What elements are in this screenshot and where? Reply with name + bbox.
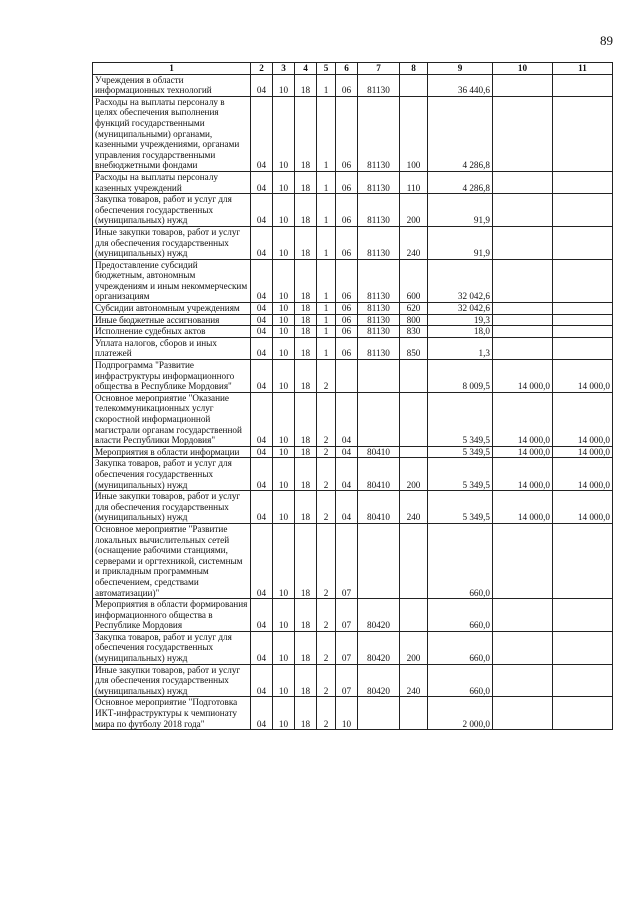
cell-name: Уплата налогов, сборов и иных платежей xyxy=(93,337,251,359)
cell-col-10 xyxy=(493,697,553,730)
table-row xyxy=(93,631,613,664)
cell-col-8: 600 xyxy=(400,259,428,302)
cell-col-5: 2 xyxy=(317,599,336,632)
cell-col-6: 06 xyxy=(336,194,358,227)
cell-col-2: 04 xyxy=(251,259,273,302)
cell-col-11: 14 000,0 xyxy=(553,458,613,491)
cell-col-3: 10 xyxy=(273,599,295,632)
cell-col-7: 81130 xyxy=(358,303,400,315)
cell-col-5: 2 xyxy=(317,491,336,524)
cell-col-4: 18 xyxy=(295,226,317,259)
cell-col-9: 32 042,6 xyxy=(428,303,493,315)
cell-col-6: 07 xyxy=(336,664,358,697)
cell-col-6: 10 xyxy=(336,697,358,730)
cell-col-8: 200 xyxy=(400,631,428,664)
cell-col-9: 91,9 xyxy=(428,226,493,259)
header-row xyxy=(93,63,613,75)
cell-col-2: 04 xyxy=(251,697,273,730)
cell-col-5: 2 xyxy=(317,697,336,730)
cell-col-7: 80420 xyxy=(358,664,400,697)
cell-col-8: 830 xyxy=(400,326,428,338)
cell-col-4: 18 xyxy=(295,337,317,359)
cell-col-3: 10 xyxy=(273,631,295,664)
cell-col-4: 18 xyxy=(295,631,317,664)
cell-col-4: 18 xyxy=(295,259,317,302)
cell-col-5: 1 xyxy=(317,74,336,96)
cell-name: Иные бюджетные ассигнования xyxy=(93,314,251,326)
cell-col-3: 10 xyxy=(273,337,295,359)
cell-name: Закупка товаров, работ и услуг для обеспечения государственных (муниципальных) нужд xyxy=(93,458,251,491)
cell-name: Закупка товаров, работ и услуг для обеспечения государственных (муниципальных) нужд xyxy=(93,194,251,227)
cell-col-6: 06 xyxy=(336,74,358,96)
cell-col-3: 10 xyxy=(273,314,295,326)
table-row xyxy=(93,226,613,259)
cell-col-11 xyxy=(553,314,613,326)
cell-col-6: 06 xyxy=(336,337,358,359)
cell-col-11 xyxy=(553,194,613,227)
table-row xyxy=(93,303,613,315)
cell-col-6: 07 xyxy=(336,523,358,598)
cell-col-2: 04 xyxy=(251,194,273,227)
cell-col-9: 660,0 xyxy=(428,631,493,664)
cell-col-5: 2 xyxy=(317,360,336,393)
cell-col-9: 660,0 xyxy=(428,523,493,598)
cell-col-4: 18 xyxy=(295,458,317,491)
cell-col-2: 04 xyxy=(251,446,273,458)
cell-col-4: 18 xyxy=(295,664,317,697)
cell-col-5: 2 xyxy=(317,664,336,697)
cell-col-3: 10 xyxy=(273,523,295,598)
cell-col-9: 5 349,5 xyxy=(428,446,493,458)
cell-col-7 xyxy=(358,523,400,598)
cell-col-11 xyxy=(553,171,613,193)
cell-col-5: 2 xyxy=(317,392,336,446)
table-row xyxy=(93,314,613,326)
cell-col-11 xyxy=(553,74,613,96)
cell-col-8: 240 xyxy=(400,664,428,697)
cell-col-3: 10 xyxy=(273,259,295,302)
cell-col-4: 18 xyxy=(295,171,317,193)
cell-col-4: 18 xyxy=(295,523,317,598)
cell-col-11: 14 000,0 xyxy=(553,491,613,524)
cell-col-4: 18 xyxy=(295,491,317,524)
table-row xyxy=(93,194,613,227)
cell-col-2: 04 xyxy=(251,360,273,393)
cell-col-3: 10 xyxy=(273,74,295,96)
cell-col-2: 04 xyxy=(251,664,273,697)
cell-name: Мероприятия в области формирования информационного общества в Республике Мордовия xyxy=(93,599,251,632)
table-body xyxy=(93,74,613,730)
cell-col-4: 18 xyxy=(295,194,317,227)
cell-col-10 xyxy=(493,74,553,96)
cell-col-8: 110 xyxy=(400,171,428,193)
cell-col-5: 1 xyxy=(317,259,336,302)
cell-col-10 xyxy=(493,314,553,326)
cell-col-11 xyxy=(553,326,613,338)
cell-col-2: 04 xyxy=(251,599,273,632)
column-header: 2 xyxy=(251,63,273,75)
cell-col-8 xyxy=(400,360,428,393)
cell-col-3: 10 xyxy=(273,171,295,193)
cell-col-9: 660,0 xyxy=(428,599,493,632)
cell-col-4: 18 xyxy=(295,392,317,446)
cell-col-7: 80410 xyxy=(358,446,400,458)
cell-col-8: 200 xyxy=(400,458,428,491)
cell-col-11 xyxy=(553,697,613,730)
cell-col-5: 2 xyxy=(317,458,336,491)
cell-col-4: 18 xyxy=(295,303,317,315)
cell-col-4: 18 xyxy=(295,74,317,96)
table-row xyxy=(93,697,613,730)
column-header: 9 xyxy=(428,63,493,75)
cell-col-9: 5 349,5 xyxy=(428,458,493,491)
cell-col-5: 1 xyxy=(317,96,336,171)
cell-col-7: 81130 xyxy=(358,314,400,326)
table-row xyxy=(93,259,613,302)
cell-col-4: 18 xyxy=(295,446,317,458)
table-row xyxy=(93,74,613,96)
cell-col-8 xyxy=(400,599,428,632)
cell-name: Иные закупки товаров, работ и услуг для обеспечения государственных (муниципальных) нужд xyxy=(93,664,251,697)
cell-col-2: 04 xyxy=(251,631,273,664)
cell-name: Основное мероприятие "Оказание телекоммуникационных услуг скоростной информационной магистрали органам государственной власти Республики Мордовия" xyxy=(93,392,251,446)
cell-col-4: 18 xyxy=(295,96,317,171)
cell-name: Иные закупки товаров, работ и услуг для обеспечения государственных (муниципальных) нужд xyxy=(93,491,251,524)
cell-name: Учреждения в области информационных технологий xyxy=(93,74,251,96)
cell-col-9: 4 286,8 xyxy=(428,96,493,171)
cell-col-5: 1 xyxy=(317,194,336,227)
cell-col-6: 07 xyxy=(336,599,358,632)
cell-col-8 xyxy=(400,74,428,96)
cell-col-3: 10 xyxy=(273,194,295,227)
cell-col-7: 81130 xyxy=(358,326,400,338)
cell-col-11 xyxy=(553,259,613,302)
cell-col-4: 18 xyxy=(295,326,317,338)
cell-col-9: 5 349,5 xyxy=(428,392,493,446)
column-header: 5 xyxy=(317,63,336,75)
cell-col-3: 10 xyxy=(273,303,295,315)
column-header: 7 xyxy=(358,63,400,75)
cell-col-6: 07 xyxy=(336,631,358,664)
cell-col-7: 80410 xyxy=(358,491,400,524)
cell-col-6 xyxy=(336,360,358,393)
cell-col-10 xyxy=(493,226,553,259)
cell-col-7: 80420 xyxy=(358,599,400,632)
cell-col-3: 10 xyxy=(273,226,295,259)
cell-col-9: 2 000,0 xyxy=(428,697,493,730)
cell-name: Предоставление субсидий бюджетным, автономным учреждениям и иным некоммерческим организациям xyxy=(93,259,251,302)
cell-col-8 xyxy=(400,446,428,458)
cell-col-2: 04 xyxy=(251,326,273,338)
cell-name: Исполнение судебных актов xyxy=(93,326,251,338)
table-row xyxy=(93,458,613,491)
cell-col-2: 04 xyxy=(251,337,273,359)
cell-col-7 xyxy=(358,360,400,393)
cell-col-11 xyxy=(553,96,613,171)
cell-col-7: 81130 xyxy=(358,259,400,302)
cell-col-2: 04 xyxy=(251,226,273,259)
cell-col-6: 04 xyxy=(336,491,358,524)
cell-col-3: 10 xyxy=(273,360,295,393)
cell-col-10 xyxy=(493,96,553,171)
cell-col-7: 80420 xyxy=(358,631,400,664)
cell-col-3: 10 xyxy=(273,458,295,491)
cell-col-7: 81130 xyxy=(358,226,400,259)
cell-col-4: 18 xyxy=(295,599,317,632)
cell-col-6: 06 xyxy=(336,96,358,171)
cell-col-9: 4 286,8 xyxy=(428,171,493,193)
cell-col-6: 06 xyxy=(336,326,358,338)
cell-col-11 xyxy=(553,226,613,259)
page-number: 89 xyxy=(600,33,613,48)
cell-col-2: 04 xyxy=(251,392,273,446)
cell-col-7: 81130 xyxy=(358,337,400,359)
cell-col-5: 2 xyxy=(317,446,336,458)
table-row xyxy=(93,446,613,458)
cell-col-6: 06 xyxy=(336,303,358,315)
cell-col-10: 14 000,0 xyxy=(493,458,553,491)
cell-col-5: 2 xyxy=(317,631,336,664)
cell-col-5: 1 xyxy=(317,314,336,326)
cell-name: Закупка товаров, работ и услуг для обеспечения государственных (муниципальных) нужд xyxy=(93,631,251,664)
cell-name: Расходы на выплаты персоналу в целях обеспечения выполнения функций государственными (муниципальными) органами, казенными учреждениями, органами управления государственными внебюджетными фондами xyxy=(93,96,251,171)
cell-name: Основное мероприятие "Развитие локальных вычислительных сетей (оснащение рабочими станциями, серверами и оргтехникой, системным и прикладным программным обеспечением, средствами автоматизации)" xyxy=(93,523,251,598)
cell-col-7: 81130 xyxy=(358,74,400,96)
cell-name: Основное мероприятие "Подготовка ИКТ-инфраструктуры к чемпионату мира по футболу 2018 года" xyxy=(93,697,251,730)
cell-col-4: 18 xyxy=(295,360,317,393)
cell-name: Субсидии автономным учреждениям xyxy=(93,303,251,315)
cell-col-5: 1 xyxy=(317,337,336,359)
cell-col-6: 06 xyxy=(336,226,358,259)
cell-col-9: 91,9 xyxy=(428,194,493,227)
cell-col-10 xyxy=(493,171,553,193)
cell-col-7: 80410 xyxy=(358,458,400,491)
table-row xyxy=(93,360,613,393)
cell-col-11 xyxy=(553,303,613,315)
cell-col-3: 10 xyxy=(273,446,295,458)
column-header: 4 xyxy=(295,63,317,75)
cell-col-5: 1 xyxy=(317,226,336,259)
cell-col-4: 18 xyxy=(295,697,317,730)
cell-col-2: 04 xyxy=(251,96,273,171)
cell-col-9: 18,0 xyxy=(428,326,493,338)
budget-table xyxy=(92,62,613,730)
cell-col-10: 14 000,0 xyxy=(493,491,553,524)
cell-col-11 xyxy=(553,523,613,598)
cell-col-9: 660,0 xyxy=(428,664,493,697)
cell-name: Иные закупки товаров, работ и услуг для обеспечения государственных (муниципальных) нужд xyxy=(93,226,251,259)
cell-col-11: 14 000,0 xyxy=(553,392,613,446)
cell-col-8: 100 xyxy=(400,96,428,171)
cell-col-2: 04 xyxy=(251,303,273,315)
column-header: 10 xyxy=(493,63,553,75)
cell-col-3: 10 xyxy=(273,664,295,697)
cell-col-10 xyxy=(493,194,553,227)
cell-col-3: 10 xyxy=(273,491,295,524)
cell-col-2: 04 xyxy=(251,171,273,193)
cell-col-8 xyxy=(400,392,428,446)
column-header: 3 xyxy=(273,63,295,75)
cell-col-9: 32 042,6 xyxy=(428,259,493,302)
table-row xyxy=(93,523,613,598)
cell-col-3: 10 xyxy=(273,392,295,446)
cell-col-9: 19,3 xyxy=(428,314,493,326)
cell-col-11 xyxy=(553,599,613,632)
cell-col-9: 8 009,5 xyxy=(428,360,493,393)
cell-col-8: 200 xyxy=(400,194,428,227)
cell-col-2: 04 xyxy=(251,314,273,326)
cell-col-6: 04 xyxy=(336,458,358,491)
cell-col-4: 18 xyxy=(295,314,317,326)
cell-col-10 xyxy=(493,303,553,315)
cell-col-10 xyxy=(493,664,553,697)
cell-col-8: 800 xyxy=(400,314,428,326)
cell-col-6: 04 xyxy=(336,392,358,446)
cell-col-6: 04 xyxy=(336,446,358,458)
table-row xyxy=(93,664,613,697)
cell-col-11 xyxy=(553,664,613,697)
cell-name: Мероприятия в области информации xyxy=(93,446,251,458)
cell-col-10 xyxy=(493,259,553,302)
cell-col-10: 14 000,0 xyxy=(493,446,553,458)
cell-col-8: 240 xyxy=(400,226,428,259)
cell-col-3: 10 xyxy=(273,697,295,730)
cell-col-8 xyxy=(400,697,428,730)
cell-col-5: 1 xyxy=(317,303,336,315)
cell-col-8: 240 xyxy=(400,491,428,524)
cell-col-7 xyxy=(358,392,400,446)
table-row xyxy=(93,171,613,193)
cell-col-6: 06 xyxy=(336,259,358,302)
cell-col-3: 10 xyxy=(273,326,295,338)
cell-col-2: 04 xyxy=(251,491,273,524)
cell-col-8: 850 xyxy=(400,337,428,359)
cell-col-8: 620 xyxy=(400,303,428,315)
cell-col-2: 04 xyxy=(251,458,273,491)
cell-col-5: 1 xyxy=(317,171,336,193)
cell-col-3: 10 xyxy=(273,96,295,171)
cell-col-10 xyxy=(493,523,553,598)
cell-col-7: 81130 xyxy=(358,194,400,227)
column-header: 6 xyxy=(336,63,358,75)
cell-col-7: 81130 xyxy=(358,171,400,193)
cell-name: Расходы на выплаты персоналу казенных учреждений xyxy=(93,171,251,193)
column-header: 11 xyxy=(553,63,613,75)
table-row xyxy=(93,491,613,524)
cell-col-9: 36 440,6 xyxy=(428,74,493,96)
cell-col-10 xyxy=(493,599,553,632)
cell-col-2: 04 xyxy=(251,523,273,598)
cell-name: Подпрограмма "Развитие инфраструктуры информационного общества в Республике Мордовия" xyxy=(93,360,251,393)
cell-col-5: 1 xyxy=(317,326,336,338)
table-row xyxy=(93,337,613,359)
cell-col-10 xyxy=(493,631,553,664)
cell-col-6: 06 xyxy=(336,314,358,326)
cell-col-9: 5 349,5 xyxy=(428,491,493,524)
cell-col-7 xyxy=(358,697,400,730)
cell-col-6: 06 xyxy=(336,171,358,193)
cell-col-2: 04 xyxy=(251,74,273,96)
column-header: 1 xyxy=(93,63,251,75)
cell-col-11: 14 000,0 xyxy=(553,360,613,393)
cell-col-10: 14 000,0 xyxy=(493,392,553,446)
cell-col-10 xyxy=(493,337,553,359)
cell-col-7: 81130 xyxy=(358,96,400,171)
cell-col-10: 14 000,0 xyxy=(493,360,553,393)
cell-col-9: 1,3 xyxy=(428,337,493,359)
table-row xyxy=(93,392,613,446)
column-header: 8 xyxy=(400,63,428,75)
cell-col-10 xyxy=(493,326,553,338)
cell-col-11 xyxy=(553,337,613,359)
cell-col-5: 2 xyxy=(317,523,336,598)
cell-col-8 xyxy=(400,523,428,598)
cell-col-11: 14 000,0 xyxy=(553,446,613,458)
table-row xyxy=(93,599,613,632)
table-row xyxy=(93,96,613,171)
cell-col-11 xyxy=(553,631,613,664)
table-row xyxy=(93,326,613,338)
